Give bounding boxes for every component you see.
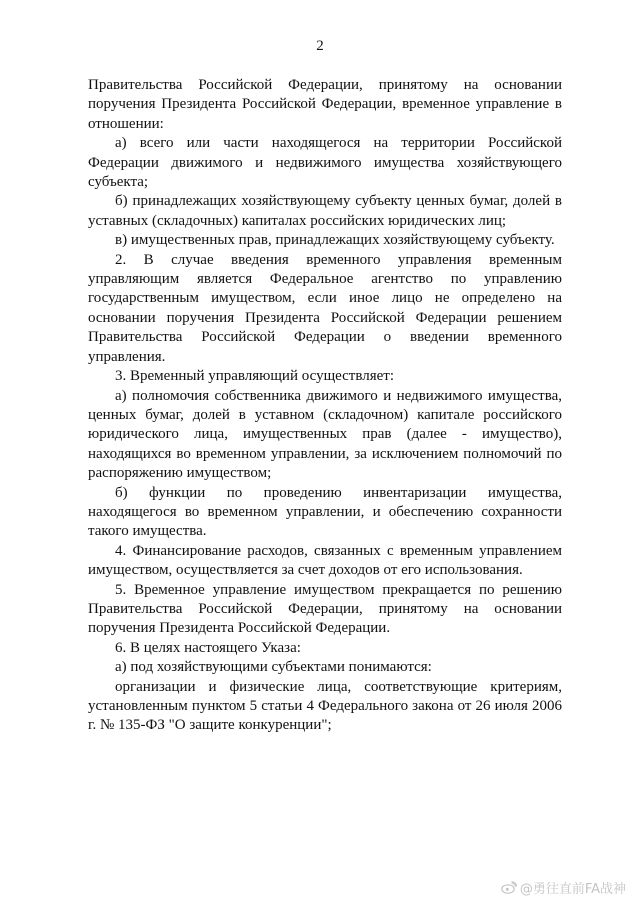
paragraph: а) полномочия собственника движимого и недвижимого имущества, ценных бумаг, долей в уставном (складочном) капитале российского юридического лица, имущественных прав (далее - имущество), находящихся во временном управлении, за исключением полномочий по распоряжению имуществом; xyxy=(88,387,562,482)
paragraph: а) под хозяйствующими субъектами понимаются: xyxy=(115,659,432,676)
weibo-icon xyxy=(501,881,517,894)
paragraph: Правительства Российской Федерации, принятому на основании поручения Президента Российской Федерации, временное управление в отношении: xyxy=(88,77,562,132)
watermark xyxy=(501,878,626,897)
paragraph: 5. Временное управление имуществом прекращается по решению Правительства Российской Федерации, принятому на основании поручения Президента Российской Федерации. xyxy=(88,581,562,637)
paragraph: 4. Финансирование расходов, связанных с временным управлением имуществом, осуществляется за счет доходов от его использования. xyxy=(88,542,562,579)
paragraph: в) имущественных прав, принадлежащих хозяйствующему субъекту. xyxy=(115,232,555,249)
page-number: 2 xyxy=(316,38,324,54)
paragraph: организации и физические лица, соответствующие критериям, установленным пунктом 5 статьи 4 Федерального закона от 26 июля 2006 г. № 135-ФЗ "О защите конкуренции"; xyxy=(88,678,562,734)
watermark-text: @勇往直前FA战神 xyxy=(519,882,626,897)
paragraph: б) принадлежащих хозяйствующему субъекту ценных бумаг, долей в уставных (складочных) капиталах российских юридических лиц; xyxy=(88,193,562,229)
document-body xyxy=(88,76,562,736)
paragraph: а) всего или части находящегося на территории Российской Федерации движимого и недвижимого имущества хозяйствующего субъекта; xyxy=(88,135,562,191)
paragraph: 6. В целях настоящего Указа: xyxy=(115,639,301,656)
paragraph: 2. В случае введения временного управления временным управляющим является Федеральное агентство по управлению государственным имуществом, если иное лицо не определено на основании поручения Президента Российской Федерации решением Правительства Российской Федерации о введении временного управления. xyxy=(88,251,562,365)
paragraph: б) функции по проведению инвентаризации имущества, находящегося во временном управлении, и обеспечению сохранности такого имущества. xyxy=(88,484,562,540)
paragraph: 3. Временный управляющий осуществляет: xyxy=(115,368,395,385)
